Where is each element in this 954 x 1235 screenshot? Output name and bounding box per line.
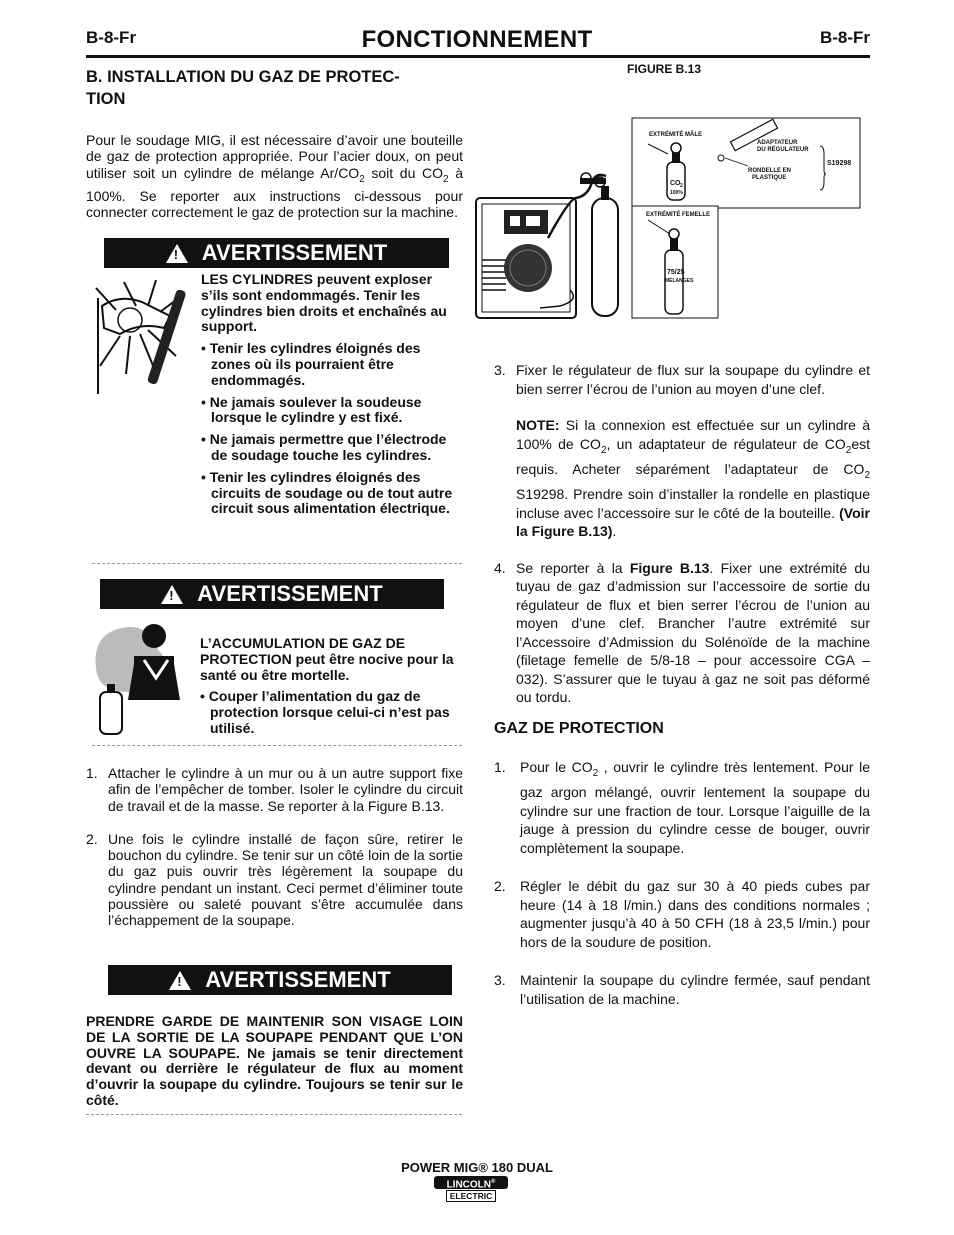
note-sub: 2 bbox=[864, 469, 870, 481]
fig-label-male: EXTRÉMITÉ MÂLE bbox=[649, 132, 703, 138]
step-number: 3. bbox=[494, 362, 506, 378]
step-number: 1. bbox=[86, 765, 98, 781]
step-text: , ouvrir le cylindre très lentement. Pour le gaz argon mélangé, ouvrir lentement la soupape du cylindre sur une fraction de tour. Lorsque l’aiguille de la jauge à pression du cylindre cesse de bouger, ouvrir complètement la soupape. bbox=[520, 759, 870, 856]
warning-banner-3 bbox=[108, 965, 452, 995]
divider bbox=[92, 563, 462, 564]
right-steps bbox=[494, 361, 870, 707]
lincoln-electric-logo bbox=[434, 1176, 508, 1204]
warning-text-3: PRENDRE GARDE DE MAINTENIR SON VISAGE LOIN DE LA SORTIE DE LA SOUPAPE PENDANT QUE L’ON OUVRE LA SOUPAPE. Ne jamais se tenir directement devant ou derrière le régulateur de flux au moment d’ouvrir la soupape du cylindre. Toujours se tenir sur le côté. bbox=[86, 1013, 463, 1108]
fig-part-number: S19298 bbox=[827, 160, 852, 167]
list-item bbox=[494, 877, 870, 951]
section-heading-line1: B. INSTALLATION DU GAZ DE PROTEC- bbox=[86, 68, 400, 86]
gas-hazard-icon bbox=[90, 620, 190, 740]
intro-sub-2: 2 bbox=[443, 173, 449, 185]
logo-top-text: LINCOLN bbox=[446, 1179, 492, 1191]
gas-cylinder bbox=[592, 198, 618, 316]
step-number: 2. bbox=[86, 830, 98, 847]
note-text: S19298. Prendre soin d’installer la rondelle en plastique incluse avec l’accessoire sur le côté de la bouteille. bbox=[516, 486, 870, 521]
figure-caption: FIGURE B.13 bbox=[627, 62, 702, 76]
figure-b13 bbox=[470, 110, 865, 340]
step-number: 2. bbox=[494, 878, 506, 895]
step-text: Se reporter à la bbox=[516, 559, 630, 576]
fig-co2-sub: 2 bbox=[680, 183, 683, 189]
page-id-left: B-8-Fr bbox=[86, 28, 137, 47]
intro-text-1: Pour le soudage MIG, il est nécessaire d’avoir une bouteille de gaz de protection appropriée. Pour l’acier doux, on peut utiliser soit un cylindre de mélange Ar/CO bbox=[86, 132, 463, 181]
step-text: Pour le CO bbox=[520, 759, 593, 775]
section-heading bbox=[86, 66, 446, 110]
step-text: Une fois le cylindre installé de façon sûre, retirer le bouchon du cylindre. Se tenir sur un côté loin de la sortie du gaz puis ouvrir très légèrement la soupape du cylindre pendant un instant. Ceci permet d’éliminer toute poussière ou saleté pouvant s’être accumulée dans l’échappement de la soupape. bbox=[108, 830, 463, 929]
logo-reg: ® bbox=[491, 1179, 496, 1185]
logo-bottom: ELECTRIC bbox=[446, 1190, 496, 1202]
warning-banner-2 bbox=[100, 579, 444, 609]
gaz-steps bbox=[494, 758, 870, 1008]
intro-text-2: soit du CO bbox=[364, 164, 444, 181]
header-rule bbox=[86, 55, 870, 58]
footer-model: POWER MIG® 180 DUAL bbox=[401, 1160, 553, 1175]
step-number: 3. bbox=[494, 972, 506, 989]
list-item bbox=[494, 361, 870, 398]
note-text: , un adaptateur de régulateur de CO bbox=[606, 435, 846, 452]
step-text: Régler le débit du gaz sur 30 à 40 pieds cubes par heure (14 à 18 l/min.) dans des conditions normales ; augmenter jusqu’à 40 à 50 CFH (18 à 23,5 l/min.) pour hors de la soudure de position. bbox=[520, 878, 870, 950]
intro-sub-1: 2 bbox=[359, 173, 365, 185]
warning-triangle-icon: ! bbox=[161, 585, 183, 604]
warning-text-2 bbox=[200, 636, 462, 743]
intro-text-3: à 100%. Se reporter aux instructions ci-dessous pour connecter correctement le gaz de protection sur la machine. bbox=[86, 164, 463, 220]
fig-mix-sub: MÉLANGES bbox=[665, 278, 694, 284]
list-item bbox=[494, 559, 870, 707]
warning-banner-1 bbox=[104, 238, 449, 268]
note-sub: 2 bbox=[600, 444, 607, 456]
list-item bbox=[86, 831, 463, 929]
fig-co2: CO bbox=[670, 180, 681, 187]
note-text: . bbox=[612, 523, 617, 540]
warning-bullet: • Tenir les cylindres éloignés des circuits de soudage ou de tout autre circuit sous alimentation électrique. bbox=[201, 468, 453, 517]
fig-label-adapter-2: DU RÉGULATEUR bbox=[757, 147, 809, 153]
step-text: Fixer le régulateur de flux sur la soupape du cylindre et bien serrer l’écrou de l’union au moyen d’une clef. bbox=[516, 362, 870, 397]
warning-bullet: • Ne jamais soulever la soudeuse lorsque le cylindre y est fixé. bbox=[201, 393, 422, 426]
fig-mix: 75/25 bbox=[667, 269, 685, 276]
exploding-cylinder-icon bbox=[90, 276, 190, 396]
list-item bbox=[494, 971, 870, 1008]
step-text: Maintenir la soupape du cylindre fermée, sauf pendant l’utilisation de la machine. bbox=[520, 972, 870, 1007]
logo-top bbox=[434, 1176, 508, 1189]
note-block bbox=[494, 416, 870, 541]
list-item bbox=[86, 765, 463, 814]
warning-triangle-icon: ! bbox=[166, 244, 188, 263]
intro-paragraph bbox=[86, 132, 463, 220]
note-sub: 2 bbox=[845, 444, 852, 456]
fig-label-washer-2: PLASTIQUE bbox=[752, 175, 787, 181]
warning-bullet: • Ne jamais permettre que l’électrode de soudage touche les cylindres. bbox=[201, 431, 447, 463]
fig-label-female: EXTRÉMITÉ FEMELLE bbox=[646, 212, 711, 218]
fig-label-adapter-1: ADAPTATEUR bbox=[757, 140, 798, 146]
warning-lead-1: LES CYLINDRES peuvent exploser s’ils sont endommagés. Tenir les cylindres bien droits et enchaînés au support. bbox=[201, 271, 447, 335]
section-heading-line2: TION bbox=[86, 90, 126, 108]
divider bbox=[92, 745, 462, 746]
note-figure-ref: (Voir la Figure B.13) bbox=[516, 504, 870, 540]
page-id-right: B-8-Fr bbox=[819, 28, 870, 47]
warning-bullet: • Tenir les cylindres éloignés des zones où ils pourraient être endommagés. bbox=[201, 340, 421, 388]
step-text: . Fixer une extrémité du tuyau de gaz d’admission sur l’accessoire de sortie du régulateur de flux et bien serrer l’écrou de l’union au moyen d’une clef. Brancher l’autre extrémité sur l’Accessoire d’Admission du Solénoïde de la machine (filetage femelle de 5/8-18 – pour accessoire CGA – 032). S’assurer que le tuyau à gaz ne soit pas déformé ou tordu. bbox=[516, 559, 870, 706]
fig-label-washer-1: RONDELLE EN bbox=[748, 168, 792, 174]
fan-grille bbox=[504, 244, 552, 292]
step-sub: 2 bbox=[592, 767, 599, 779]
step-text: Attacher le cylindre à un mur ou à un autre support fixe afin de l’empêcher de tomber. Isoler le cylindre du circuit de travail et de la masse. Se reporter à la Figure B.13. bbox=[108, 765, 463, 814]
note-text: est requis. Acheter séparément l’adaptateur de CO bbox=[516, 435, 870, 477]
warning-label-3: AVERTISSEMENT bbox=[205, 967, 391, 992]
warning-label-2: AVERTISSEMENT bbox=[197, 581, 383, 606]
list-item bbox=[494, 758, 870, 857]
warning-text-1 bbox=[201, 272, 463, 523]
warning-lead-2: L’ACCUMULATION DE GAZ DE PROTECTION peut être nocive pour la santé ou être mortelle. bbox=[200, 635, 454, 683]
page-title: FONCTIONNEMENT bbox=[361, 26, 593, 53]
note-text: Si la connexion est effectuée sur un cylindre à 100% de CO bbox=[516, 417, 870, 452]
left-steps bbox=[86, 765, 463, 929]
step-number: 4. bbox=[494, 559, 506, 576]
step-figure-ref: Figure B.13 bbox=[629, 559, 710, 576]
fig-co2-pct: 100% bbox=[670, 190, 683, 196]
warning-bullet: • Couper l’alimentation du gaz de protection lorsque celui-ci n’est pas utilisé. bbox=[200, 688, 450, 736]
gaz-heading: GAZ DE PROTECTION bbox=[494, 720, 664, 737]
divider bbox=[86, 1114, 462, 1115]
step-number: 1. bbox=[494, 759, 506, 775]
warning-label-1: AVERTISSEMENT bbox=[201, 240, 388, 265]
warning-triangle-icon: ! bbox=[169, 971, 191, 990]
note-label: NOTE: bbox=[516, 417, 560, 433]
